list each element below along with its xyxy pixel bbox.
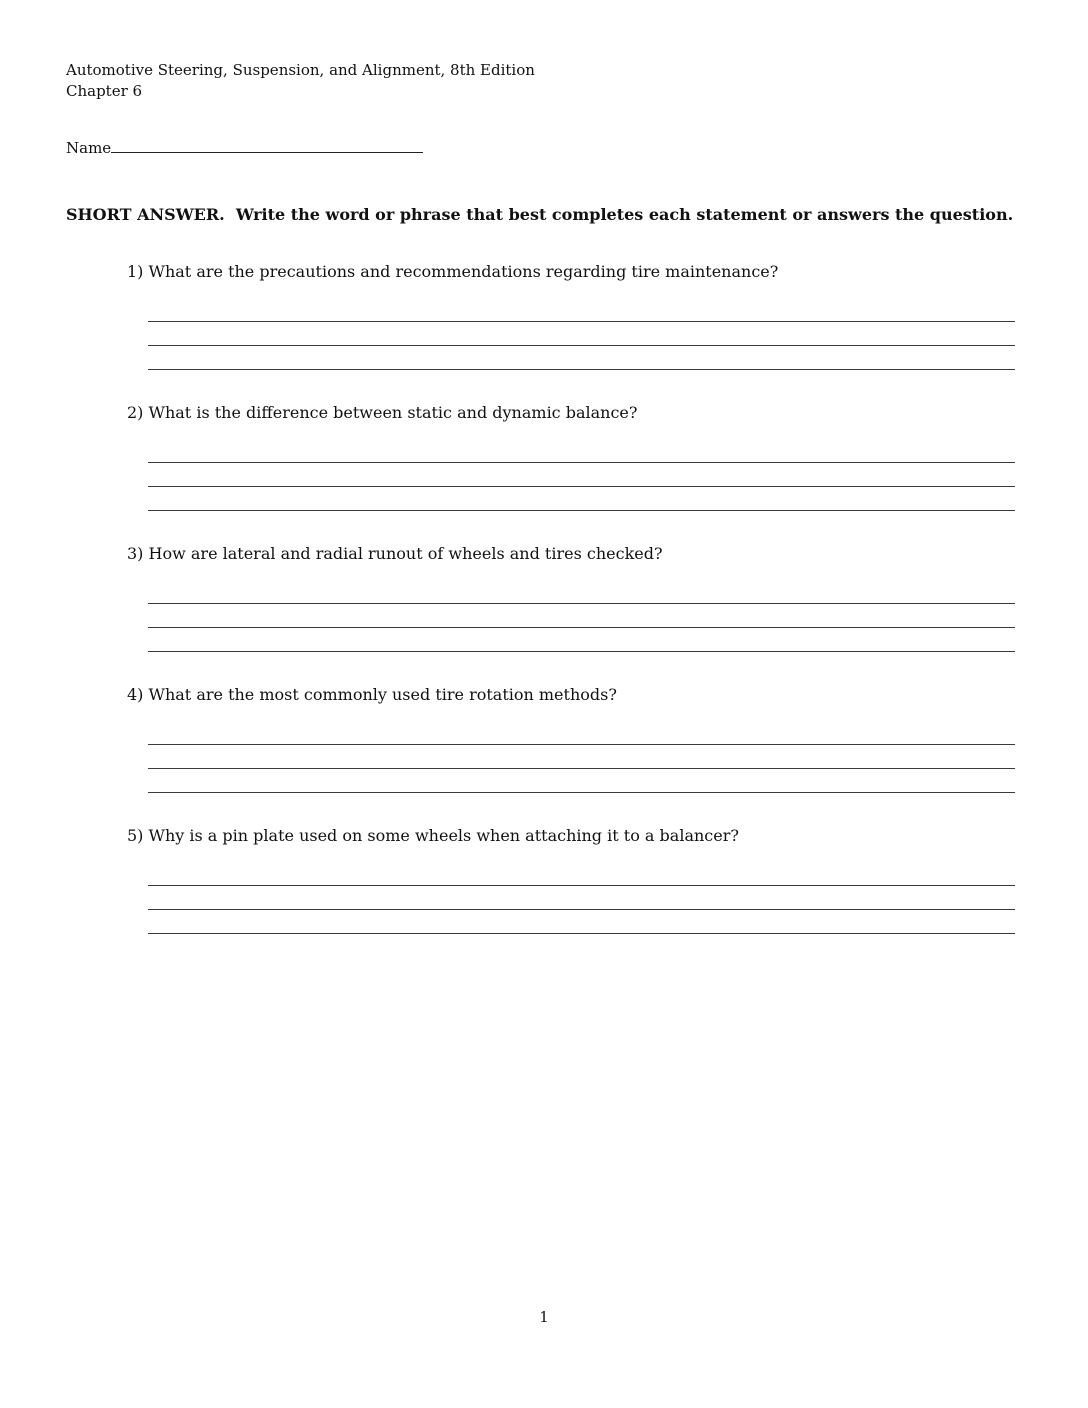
page-number: 1 (539, 1308, 549, 1326)
answer-line (148, 721, 1015, 745)
question-group (66, 262, 1015, 370)
question-group (66, 403, 1015, 511)
answer-line (148, 487, 1015, 511)
question-group (66, 544, 1015, 652)
answer-line (148, 322, 1015, 346)
answer-lines (148, 721, 1015, 793)
answer-line (148, 862, 1015, 886)
question-text-line (127, 403, 1015, 423)
question-group (66, 826, 1015, 934)
question-number: 1) (127, 262, 144, 281)
answer-line (148, 346, 1015, 370)
question-text: What are the precautions and recommendations regarding tire maintenance? (148, 262, 779, 281)
question-group (66, 685, 1015, 793)
answer-line (148, 886, 1015, 910)
answer-line (148, 745, 1015, 769)
answer-line (148, 439, 1015, 463)
question-text-line (127, 262, 1015, 282)
section-instructions: SHORT ANSWER. Write the word or phrase that best completes each statement or answers the question. (66, 205, 1014, 224)
answer-lines (148, 862, 1015, 934)
name-label: Name (66, 139, 112, 157)
answer-line (148, 604, 1015, 628)
question-list (66, 262, 1015, 934)
question-number: 2) (127, 403, 144, 422)
answer-lines (148, 580, 1015, 652)
question-number: 3) (127, 544, 144, 563)
answer-line (148, 580, 1015, 604)
answer-line (148, 298, 1015, 322)
answer-lines (148, 439, 1015, 511)
question-number: 4) (127, 685, 144, 704)
header-title: Automotive Steering, Suspension, and Alignment, 8th Edition (66, 61, 535, 79)
question-text: What is the difference between static and dynamic balance? (148, 403, 638, 422)
question-text-line (127, 685, 1015, 705)
name-row (66, 138, 1015, 157)
name-fill-line (111, 138, 423, 153)
document-header (66, 60, 1015, 102)
answer-line (148, 910, 1015, 934)
question-text-line (127, 826, 1015, 846)
question-text: What are the most commonly used tire rotation methods? (148, 685, 617, 704)
answer-line (148, 628, 1015, 652)
answer-lines (148, 298, 1015, 370)
question-text-line (127, 544, 1015, 564)
answer-line (148, 463, 1015, 487)
question-text: How are lateral and radial runout of wheels and tires checked? (148, 544, 663, 563)
header-chapter: Chapter 6 (66, 82, 143, 100)
answer-line (148, 769, 1015, 793)
question-text: Why is a pin plate used on some wheels when attaching it to a balancer? (148, 826, 739, 845)
question-number: 5) (127, 826, 144, 845)
